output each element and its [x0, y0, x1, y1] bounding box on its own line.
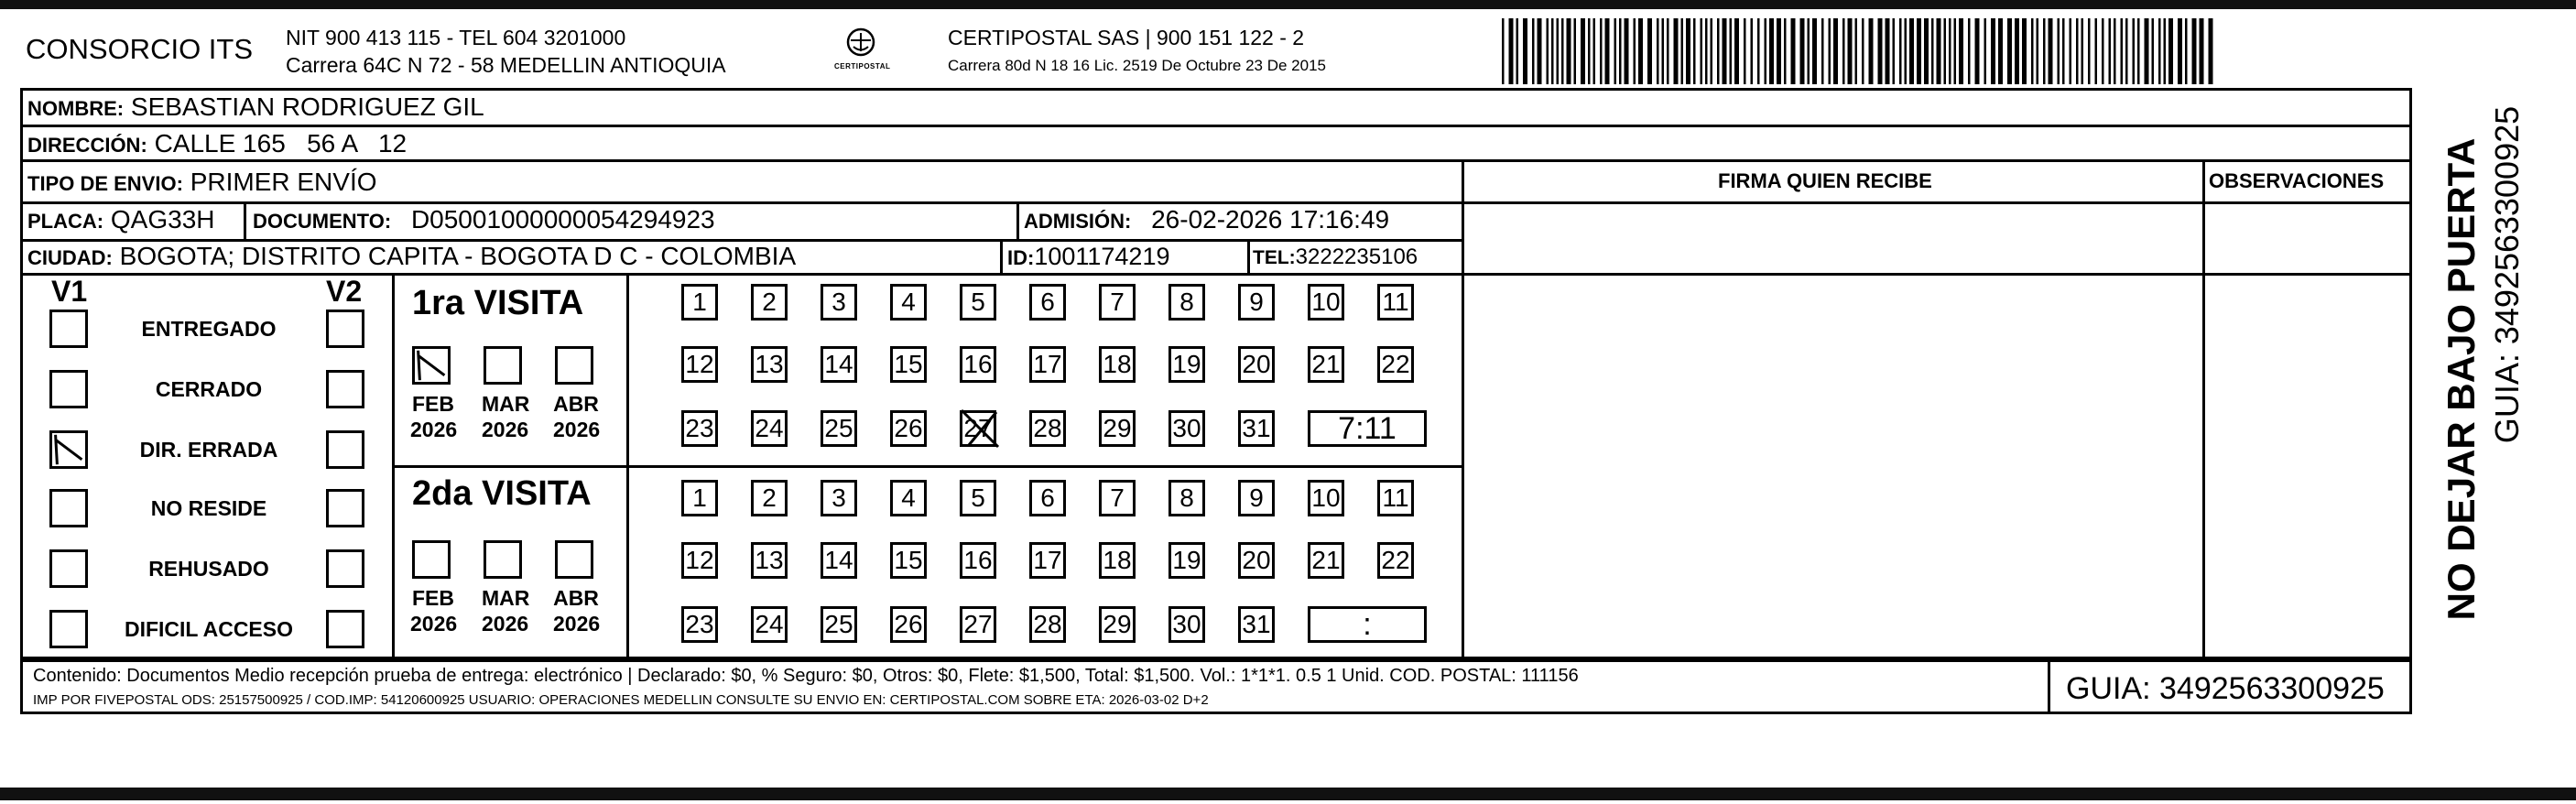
year-label: 2026 [553, 612, 601, 636]
certipostal-address: Carrera 80d N 18 16 Lic. 2519 De Octubre 23 De 2015 [948, 57, 1326, 74]
tipo-row [27, 168, 377, 197]
day-box[interactable]: 7 [1099, 284, 1136, 321]
day-box[interactable]: 20 [1238, 346, 1275, 383]
top-border [0, 0, 2576, 9]
day-box[interactable]: 20 [1238, 542, 1275, 579]
time-box[interactable]: : [1308, 606, 1427, 643]
day-box[interactable]: 4 [890, 480, 927, 516]
documento-label: DOCUMENTO: [253, 210, 392, 233]
day-box[interactable]: 13 [751, 542, 788, 579]
month-checkbox[interactable] [412, 540, 451, 579]
day-box[interactable]: 5 [960, 480, 996, 516]
certipostal-logo [829, 24, 893, 81]
nombre-label: NOMBRE: [27, 97, 125, 120]
day-box[interactable]: 13 [751, 346, 788, 383]
placa-value: QAG33H [110, 205, 215, 234]
admision-label: ADMISIÓN: [1024, 210, 1132, 233]
month-label: ABR [553, 586, 599, 610]
day-box[interactable]: 16 [960, 346, 996, 383]
v1-checkbox[interactable] [49, 370, 88, 408]
id-value: 1001174219 [1034, 243, 1170, 270]
day-box[interactable]: 31 [1238, 606, 1275, 643]
year-label: 2026 [482, 418, 529, 441]
month-label: ABR [553, 392, 599, 416]
status-label: DIR. ERRADA [139, 438, 278, 462]
month-checkbox[interactable] [484, 346, 522, 385]
direccion-row [27, 129, 407, 158]
day-box[interactable]: 2 [751, 480, 788, 516]
company-name: CONSORCIO ITS [26, 33, 254, 65]
day-box[interactable]: 24 [751, 606, 788, 643]
month-label: MAR [482, 392, 530, 416]
day-box[interactable]: 6 [1029, 284, 1066, 321]
day-box[interactable]: 12 [681, 542, 718, 579]
day-box[interactable]: 19 [1168, 542, 1205, 579]
company-nit: NIT 900 413 115 - TEL 604 3201000 [286, 26, 626, 49]
direccion-label: DIRECCIÓN: [27, 134, 147, 157]
visit1-title: 1ra VISITA [412, 284, 584, 322]
day-box[interactable]: 5 [960, 284, 996, 321]
day-box[interactable]: 31 [1238, 410, 1275, 447]
time-box[interactable]: 7:11 [1308, 410, 1427, 447]
documento-row [253, 205, 715, 234]
day-box[interactable]: 27 [960, 410, 996, 447]
month-label: FEB [412, 586, 454, 610]
day-box[interactable]: 14 [821, 346, 857, 383]
id-label: ID: [1007, 246, 1035, 269]
v1-label: V1 [51, 275, 88, 308]
certipostal-info: CERTIPOSTAL SAS | 900 151 122 - 2 [948, 26, 1305, 49]
id-row [1007, 243, 1170, 271]
documento-value: D05001000000054294923 [410, 205, 715, 234]
tipo-value: PRIMER ENVÍO [190, 168, 377, 196]
visit2-title: 2da VISITA [412, 474, 592, 513]
day-box[interactable]: 7 [1099, 480, 1136, 516]
day-box[interactable]: 11 [1377, 284, 1414, 321]
status-label: CERRADO [155, 377, 263, 401]
day-box[interactable]: 26 [890, 410, 927, 447]
ciudad-row [27, 242, 796, 271]
footer-contenido: Contenido: Documentos Medio recepción prueba de entrega: electrónico | Declarado: $0, % Seguro: $0, Otros: $0, Flete: $1,500, Total: $1,500. Vol.: 1*1*1. 0.5 1 Unid. COD. POSTAL: 111156 [33, 666, 1579, 686]
v2-checkbox[interactable] [326, 549, 364, 588]
v2-checkbox[interactable] [326, 370, 364, 408]
admision-value: 26-02-2026 17:16:49 [1151, 205, 1390, 234]
day-box[interactable]: 18 [1099, 542, 1136, 579]
year-label: 2026 [553, 418, 601, 441]
day-box[interactable]: 1 [681, 480, 718, 516]
status-label: DIFICIL ACCESO [124, 617, 293, 641]
day-box[interactable]: 27 [960, 606, 996, 643]
tel-value: 3222235106 [1295, 244, 1418, 269]
day-box[interactable]: 19 [1168, 346, 1205, 383]
day-box[interactable]: 4 [890, 284, 927, 321]
v2-checkbox[interactable] [326, 610, 364, 648]
day-box[interactable]: 2 [751, 284, 788, 321]
year-label: 2026 [410, 612, 458, 636]
tel-label: TEL: [1253, 247, 1296, 268]
v1-checkbox[interactable] [49, 430, 88, 469]
day-box[interactable]: 14 [821, 542, 857, 579]
nombre-row [27, 92, 484, 122]
month-checkbox[interactable] [555, 346, 593, 385]
day-box[interactable]: 23 [681, 410, 718, 447]
day-box[interactable]: 22 [1377, 542, 1414, 579]
day-box[interactable]: 23 [681, 606, 718, 643]
placa-label: PLACA: [27, 210, 104, 233]
tipo-label: TIPO DE ENVIO: [27, 172, 183, 195]
day-box[interactable]: 29 [1099, 606, 1136, 643]
day-box[interactable]: 9 [1238, 284, 1275, 321]
day-box[interactable]: 30 [1168, 606, 1205, 643]
footer-guia: GUIA: 3492563300925 [2066, 671, 2385, 706]
status-label: REHUSADO [148, 557, 269, 581]
v2-checkbox[interactable] [326, 310, 364, 348]
v1-checkbox[interactable] [49, 489, 88, 527]
side-guia: GUIA: 3492563300925 [2488, 105, 2526, 444]
day-box[interactable]: 17 [1029, 542, 1066, 579]
v1-checkbox[interactable] [49, 610, 88, 648]
day-box[interactable]: 1 [681, 284, 718, 321]
day-box[interactable]: 28 [1029, 606, 1066, 643]
year-label: 2026 [482, 612, 529, 636]
day-box[interactable]: 3 [821, 480, 857, 516]
day-box[interactable]: 30 [1168, 410, 1205, 447]
day-box[interactable]: 12 [681, 346, 718, 383]
day-check-mark [956, 405, 1004, 452]
placa-row [27, 205, 215, 234]
day-box[interactable]: 15 [890, 346, 927, 383]
day-box[interactable]: 8 [1168, 284, 1205, 321]
day-box[interactable]: 25 [821, 606, 857, 643]
day-box[interactable]: 17 [1029, 346, 1066, 383]
day-box[interactable]: 28 [1029, 410, 1066, 447]
observaciones-header: OBSERVACIONES [2209, 169, 2385, 192]
nombre-value: SEBASTIAN RODRIGUEZ GIL [130, 92, 484, 121]
day-box[interactable]: 25 [821, 410, 857, 447]
day-box[interactable]: 22 [1377, 346, 1414, 383]
firma-header: FIRMA QUIEN RECIBE [1718, 169, 1932, 192]
day-box[interactable]: 26 [890, 606, 927, 643]
bottom-border [0, 788, 2576, 800]
month-checkbox[interactable] [484, 540, 522, 579]
day-box[interactable]: 3 [821, 284, 857, 321]
day-box[interactable]: 29 [1099, 410, 1136, 447]
day-box[interactable]: 10 [1308, 480, 1344, 516]
v2-checkbox[interactable] [326, 430, 364, 469]
day-box[interactable]: 8 [1168, 480, 1205, 516]
day-box[interactable]: 9 [1238, 480, 1275, 516]
logo-text: CERTIPOSTAL [834, 62, 891, 71]
v2-checkbox[interactable] [326, 489, 364, 527]
day-box[interactable]: 21 [1308, 542, 1344, 579]
year-label: 2026 [410, 418, 458, 441]
month-checkbox[interactable] [412, 346, 451, 385]
ciudad-value: BOGOTA; DISTRITO CAPITA - BOGOTA D C - COLOMBIA [119, 242, 797, 270]
day-box[interactable]: 15 [890, 542, 927, 579]
day-box[interactable]: 10 [1308, 284, 1344, 321]
month-label: MAR [482, 586, 530, 610]
month-label: FEB [412, 392, 454, 416]
barcode [1502, 18, 2225, 84]
ciudad-label: CIUDAD: [27, 246, 113, 269]
status-label: NO RESIDE [150, 496, 267, 520]
v1-checkbox[interactable] [49, 310, 88, 348]
month-checkbox[interactable] [555, 540, 593, 579]
day-box[interactable]: 24 [751, 410, 788, 447]
tel-row [1253, 244, 1418, 270]
day-box[interactable]: 16 [960, 542, 996, 579]
admision-row [1024, 205, 1389, 234]
company-address: Carrera 64C N 72 - 58 MEDELLIN ANTIOQUIA [286, 53, 726, 77]
day-box[interactable]: 18 [1099, 346, 1136, 383]
v2-label: V2 [326, 275, 363, 308]
v1-checkbox[interactable] [49, 549, 88, 588]
footer-imp: IMP POR FIVEPOSTAL ODS: 25157500925 / COD.IMP: 54120600925 USUARIO: OPERACIONES MEDELLIN CONSULTE SU ENVIO EN: CERTIPOSTAL.COM SOBRE ETA: 2026-03-02 D+2 [33, 692, 1209, 708]
status-label: ENTREGADO [141, 317, 277, 341]
day-box[interactable]: 6 [1029, 480, 1066, 516]
day-box[interactable]: 11 [1377, 480, 1414, 516]
side-warning: NO DEJAR BAJO PUERTA [2440, 137, 2483, 621]
direccion-value: CALLE 165 56 A 12 [154, 129, 408, 158]
day-box[interactable]: 21 [1308, 346, 1344, 383]
form-frame [20, 88, 2412, 659]
